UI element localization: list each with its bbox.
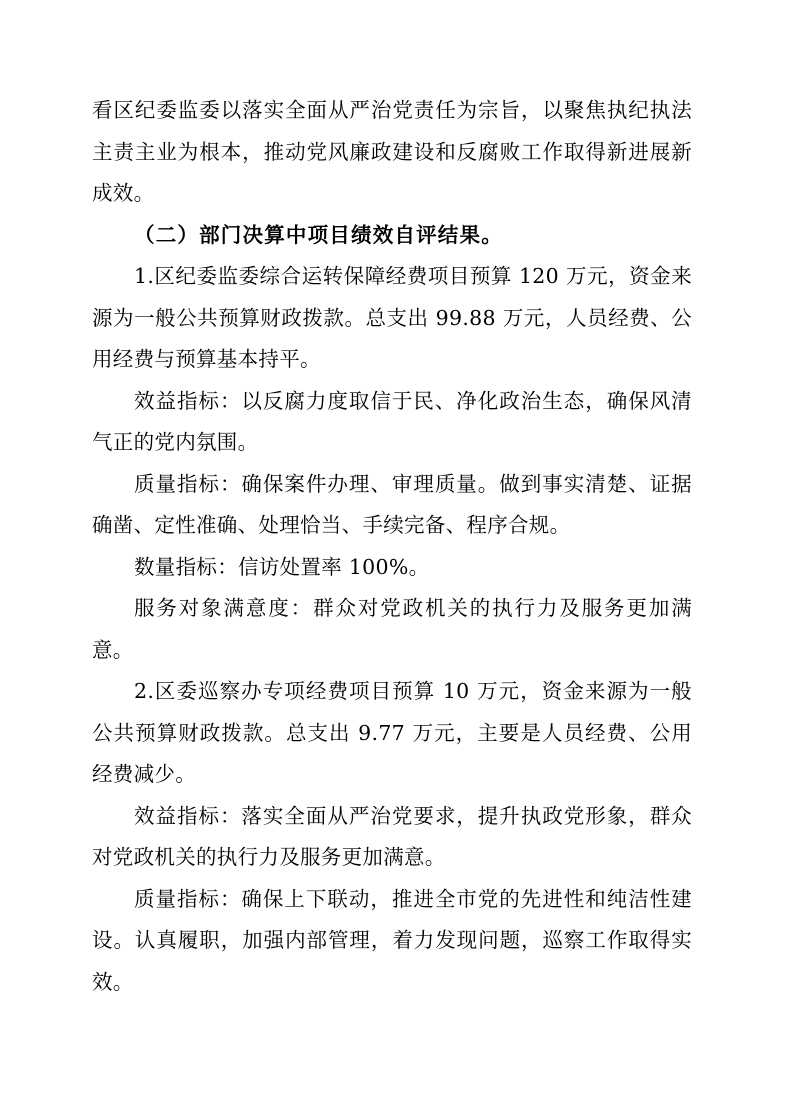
paragraph-benefit-indicator-1: 效益指标：以反腐力度取信于民、净化政治生态，确保风清气正的党内氛围。	[92, 388, 692, 454]
paragraph-quantity-indicator-1: 数量指标：信访处置率 100%。	[134, 554, 430, 579]
document-page	[92, 90, 692, 1003]
paragraph-continuation: 看区纪委监委以落实全面从严治党责任为宗旨，以聚焦执纪执法主责主业为根本，推动党风廉政建设和反腐败工作取得新进展新成效。	[92, 98, 692, 205]
paragraph-benefit-indicator-2: 效益指标：落实全面从严治党要求，提升执政党形象，群众对党政机关的执行力及服务更加满意。	[92, 803, 692, 869]
paragraph-quality-indicator-1: 质量指标：确保案件办理、审理质量。做到事实清楚、证据确凿、定性准确、处理恰当、手续完备、程序合规。	[92, 471, 692, 537]
paragraph-satisfaction-1: 服务对象满意度：群众对党政机关的执行力及服务更加满意。	[92, 596, 692, 662]
paragraph-quality-indicator-2: 质量指标：确保上下联动，推进全市党的先进性和纯洁性建设。认真履职，加强内部管理，着力发现问题，巡察工作取得实效。	[92, 886, 692, 994]
paragraph-project-1: 1.区纪委监委综合运转保障经费项目预算 120 万元，资金来源为一般公共预算财政拨款。总支出 99.88 万元，人员经费、公用经费与预算基本持平。	[92, 264, 692, 371]
paragraph-project-2: 2.区委巡察办专项经费项目预算 10 万元，资金来源为一般公共预算财政拨款。总支出 9.77 万元，主要是人员经费、公用经费减少。	[92, 679, 692, 786]
section-heading: （二）部门决算中项目绩效自评结果。	[134, 222, 503, 247]
